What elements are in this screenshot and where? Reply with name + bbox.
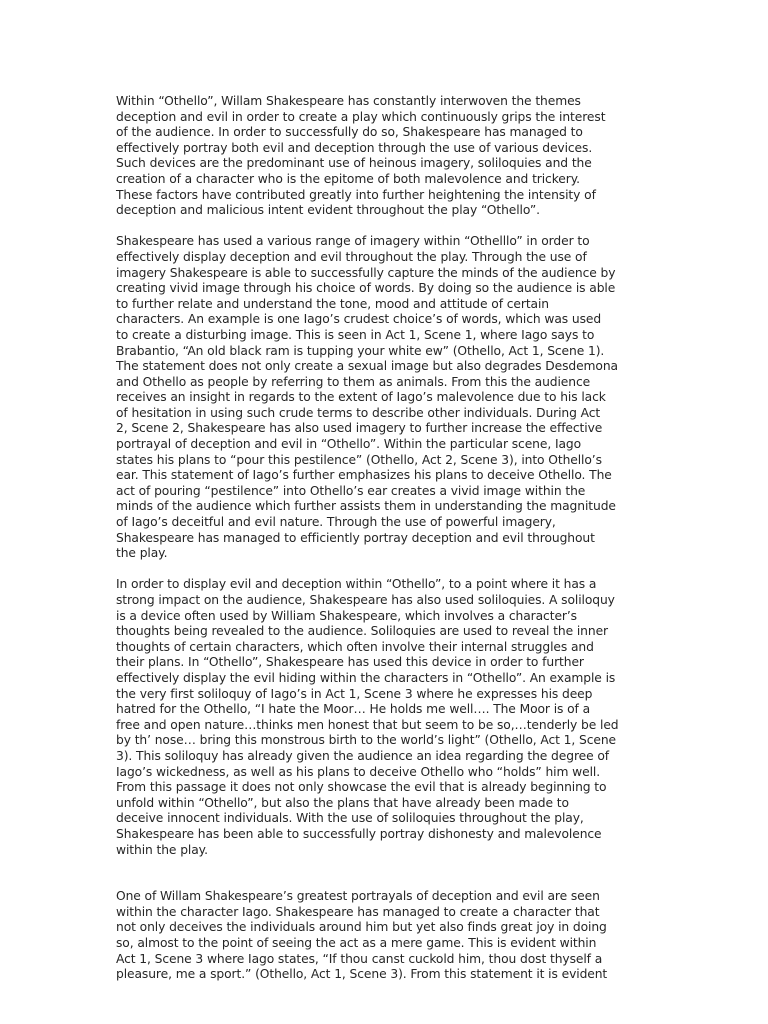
text-line: unfold within “Othello”, but also the plans that have already been made to: [116, 795, 569, 810]
paragraph-iago: [116, 889, 653, 983]
text-line: The statement does not only create a sexual image but also degrades Desdemona: [116, 359, 618, 374]
text-line: free and open nature…thinks men honest that but seem to be so,…tenderly be led: [116, 717, 619, 732]
text-line: These factors have contributed greatly into further heightening the intensity of: [116, 187, 596, 202]
paragraph-intro: [116, 94, 653, 219]
text-line: In order to display evil and deception within “Othello”, to a point where it has a: [116, 577, 597, 592]
text-line: effectively display the evil hiding within the characters in “Othello”. An example is: [116, 670, 616, 685]
text-line: Shakespeare has been able to successfully portray dishonesty and malevolence: [116, 826, 602, 841]
text-line: act of pouring “pestilence” into Othello’s ear creates a vivid image within the: [116, 483, 586, 498]
text-line: imagery Shakespeare is able to successfully capture the minds of the audience by: [116, 265, 616, 280]
text-line: and Othello as people by referring to them as animals. From this the audience: [116, 374, 591, 389]
text-line: the play.: [116, 546, 168, 561]
text-line: deception and malicious intent evident throughout the play “Othello”.: [116, 203, 540, 218]
text-line: of hesitation in using such crude terms to describe other individuals. During Act: [116, 405, 601, 420]
text-line: Shakespeare has managed to efficiently portray deception and evil throughout: [116, 530, 595, 545]
text-line: thoughts being revealed to the audience. Soliloquies are used to reveal the inner: [116, 624, 608, 639]
document-page: [116, 94, 653, 998]
text-line: receives an insight in regards to the extent of Iago’s malevolence due to his lack: [116, 390, 606, 405]
text-line: creation of a character who is the epitome of both malevolence and trickery.: [116, 171, 580, 186]
text-line: not only deceives the individuals around him but yet also finds great joy in doing: [116, 920, 607, 935]
text-line: to further relate and understand the tone, mood and attitude of certain: [116, 296, 550, 311]
text-line: Such devices are the predominant use of heinous imagery, soliloquies and the: [116, 156, 592, 171]
text-line: effectively display deception and evil throughout the play. Through the use of: [116, 249, 587, 264]
text-line: creating vivid image through his choice of words. By doing so the audience is able: [116, 281, 616, 296]
text-line: portrayal of deception and evil in “Othello”. Within the particular scene, Iago: [116, 437, 582, 452]
text-line: of Iago’s deceitful and evil nature. Through the use of powerful imagery,: [116, 515, 556, 530]
text-line: 3). This soliloquy has already given the audience an idea regarding the degree of: [116, 748, 610, 763]
text-line: strong impact on the audience, Shakespeare has also used soliloquies. A soliloquy: [116, 593, 615, 607]
text-line: deceive innocent individuals. With the use of soliloquies throughout the play,: [116, 811, 584, 826]
text-line: thoughts of certain characters, which often involve their internal struggles and: [116, 639, 594, 654]
text-line: Brabantio, “An old black ram is tupping your white ew” (Othello, Act 1, Scene 1).: [116, 343, 605, 358]
text-line: of the audience. In order to successfully do so, Shakespeare has managed to: [116, 125, 583, 140]
paragraph-soliloquies: [116, 577, 653, 858]
text-line: minds of the audience which further assists them in understanding the magnitude: [116, 499, 616, 514]
text-line: hatred for the Othello, “I hate the Moor… He holds me well…. The Moor is of a: [116, 702, 591, 717]
text-line: by th’ nose… bring this monstrous birth to the world’s light” (Othello, Act 1, Scene: [116, 733, 617, 748]
text-line: From this passage it does not only showcase the evil that is already beginning to: [116, 780, 607, 795]
text-line: within the play.: [116, 842, 208, 857]
text-line: Shakespeare has used a various range of imagery within “Othelllo” in order to: [116, 234, 590, 249]
text-line: within the character Iago. Shakespeare has managed to create a character that: [116, 904, 600, 919]
text-line: Iago’s wickedness, as well as his plans to deceive Othello who “holds” him well.: [116, 764, 601, 779]
text-line: their plans. In “Othello”, Shakespeare has used this device in order to further: [116, 655, 584, 670]
text-line: effectively portray both evil and deception through the use of various devices.: [116, 140, 593, 155]
text-line: Act 1, Scene 3 where Iago states, “If thou canst cuckold him, thou dost thyself a: [116, 951, 603, 966]
text-line: to create a disturbing image. This is seen in Act 1, Scene 1, where Iago says to: [116, 327, 595, 342]
text-line: is a device often used by William Shakespeare, which involves a character’s: [116, 608, 577, 623]
text-line: states his plans to “pour this pestilence” (Othello, Act 2, Scene 3), into Othello’s: [116, 452, 602, 467]
text-line: so, almost to the point of seeing the act as a mere game. This is evident within: [116, 936, 597, 951]
paragraph-spacer: [116, 874, 653, 890]
text-line: pleasure, me a sport.” (Othello, Act 1, Scene 3). From this statement it is evident: [116, 967, 608, 982]
text-line: One of Willam Shakespeare’s greatest portrayals of deception and evil are seen: [116, 889, 600, 904]
text-line: the very first soliloquy of Iago’s in Act 1, Scene 3 where he expresses his deep: [116, 686, 593, 701]
text-line: 2, Scene 2, Shakespeare has also used imagery to further increase the effective: [116, 421, 603, 436]
text-line: characters. An example is one Iago’s crudest choice’s of words, which was used: [116, 312, 602, 327]
text-line: deception and evil in order to create a play which continuously grips the interest: [116, 109, 606, 124]
text-line: Within “Othello”, Willam Shakespeare has constantly interwoven the themes: [116, 94, 581, 108]
text-line: ear. This statement of Iago’s further emphasizes his plans to deceive Othello. The: [116, 468, 612, 483]
paragraph-imagery: [116, 234, 653, 561]
